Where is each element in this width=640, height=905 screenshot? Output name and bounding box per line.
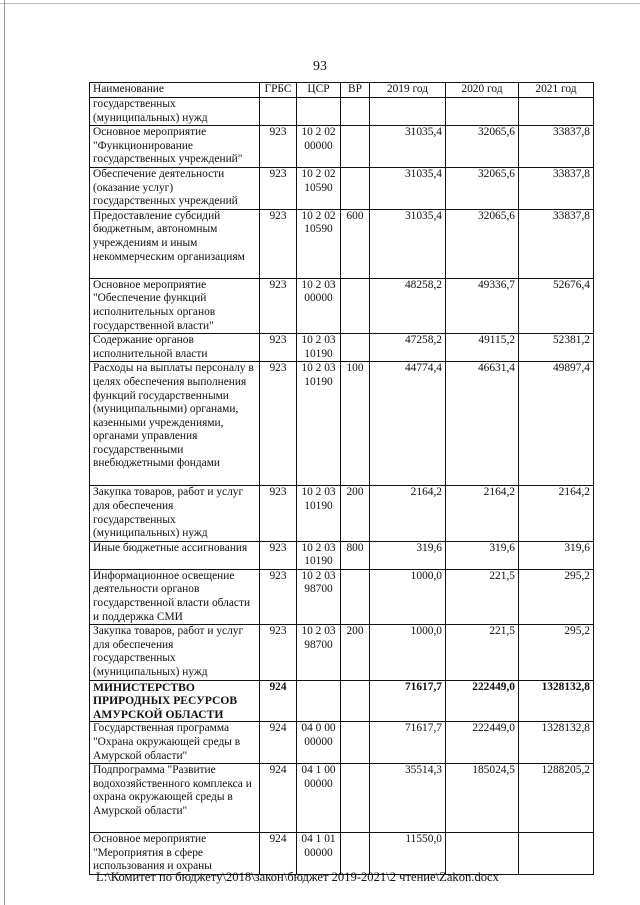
row-vr xyxy=(341,126,370,168)
row-name: Подпрограмма "Развитие водохозяйственного комплекса и охрана окружающей среды в Амурской области" xyxy=(90,764,260,833)
row-grbs: 923 xyxy=(260,209,297,278)
table-row xyxy=(90,278,594,333)
row-csr: 04 1 00 00000 xyxy=(297,764,341,833)
row-2021: 2164,2 xyxy=(519,486,594,541)
table-row xyxy=(90,334,594,362)
row-grbs: 923 xyxy=(260,334,297,362)
header-2021: 2021 год xyxy=(519,83,594,98)
header-grbs: ГРБС xyxy=(260,83,297,98)
row-grbs: 923 xyxy=(260,486,297,541)
row-2020: 49115,2 xyxy=(446,334,519,362)
row-2019: 319,6 xyxy=(370,541,446,569)
table-row xyxy=(90,680,594,722)
row-2021: 52676,4 xyxy=(519,278,594,333)
row-grbs: 923 xyxy=(260,625,297,680)
row-grbs: 924 xyxy=(260,764,297,833)
row-2019: 1000,0 xyxy=(370,569,446,624)
row-name: МИНИСТЕРСТВО ПРИРОДНЫХ РЕСУРСОВ АМУРСКОЙ ОБЛАСТИ xyxy=(90,680,260,722)
row-2020: 222449,0 xyxy=(446,722,519,764)
row-vr xyxy=(341,98,370,126)
row-grbs: 923 xyxy=(260,541,297,569)
row-2019: 71617,7 xyxy=(370,680,446,722)
table-row xyxy=(90,541,594,569)
row-csr: 10 2 03 10190 xyxy=(297,334,341,362)
row-2019: 44774,4 xyxy=(370,362,446,486)
row-name: Основное мероприятие "Функционирование государственных учреждений" xyxy=(90,126,260,168)
row-name: Основное мероприятие "Обеспечение функций исполнительных органов государственной власти" xyxy=(90,278,260,333)
row-csr: 10 2 03 10190 xyxy=(297,541,341,569)
row-csr xyxy=(297,98,341,126)
row-2020: 221,5 xyxy=(446,569,519,624)
row-vr: 600 xyxy=(341,209,370,278)
table-row xyxy=(90,625,594,680)
row-grbs: 924 xyxy=(260,722,297,764)
row-2021: 295,2 xyxy=(519,625,594,680)
row-csr: 04 0 00 00000 xyxy=(297,722,341,764)
row-name: Содержание органов исполнительной власти xyxy=(90,334,260,362)
row-2021: 1328132,8 xyxy=(519,680,594,722)
table-row xyxy=(90,722,594,764)
row-csr: 04 1 01 00000 xyxy=(297,833,341,875)
row-vr: 100 xyxy=(341,362,370,486)
row-name: Иные бюджетные ассигнования xyxy=(90,541,260,569)
row-vr xyxy=(341,722,370,764)
row-vr: 800 xyxy=(341,541,370,569)
row-name: Расходы на выплаты персоналу в целях обеспечения выполнения функций государственными (муниципальными) органами, казенными учреждениями, органами управления государственными внебюджетными фондами xyxy=(90,362,260,486)
table-row xyxy=(90,764,594,833)
row-2020: 32065,6 xyxy=(446,209,519,278)
row-2019: 31035,4 xyxy=(370,209,446,278)
row-grbs: 923 xyxy=(260,569,297,624)
row-grbs: 924 xyxy=(260,833,297,875)
header-2020: 2020 год xyxy=(446,83,519,98)
row-vr xyxy=(341,680,370,722)
row-name: Обеспечение деятельности (оказание услуг) государственных учреждений xyxy=(90,167,260,209)
page-number: 93 xyxy=(313,59,327,74)
table-row xyxy=(90,833,594,875)
header-name: Наименование xyxy=(90,83,260,98)
row-2020 xyxy=(446,98,519,126)
row-2019: 47258,2 xyxy=(370,334,446,362)
row-csr: 10 2 02 10590 xyxy=(297,167,341,209)
file-path-footer: L:\Комитет по бюджету\2018\закон\бюджет 2019-2021\2 чтение\Zakon.docx xyxy=(96,870,499,884)
row-2019: 31035,4 xyxy=(370,126,446,168)
header-2019: 2019 год xyxy=(370,83,446,98)
row-csr: 10 2 03 98700 xyxy=(297,569,341,624)
row-2021: 1288205,2 xyxy=(519,764,594,833)
table-row xyxy=(90,98,594,126)
row-2020 xyxy=(446,833,519,875)
row-name: государственных (муниципальных) нужд xyxy=(90,98,260,126)
row-vr: 200 xyxy=(341,486,370,541)
row-csr: 10 2 02 10590 xyxy=(297,209,341,278)
row-2021: 33837,8 xyxy=(519,209,594,278)
row-2021: 33837,8 xyxy=(519,167,594,209)
row-2021 xyxy=(519,98,594,126)
row-grbs: 923 xyxy=(260,126,297,168)
row-2021: 52381,2 xyxy=(519,334,594,362)
row-2020: 221,5 xyxy=(446,625,519,680)
row-2020: 185024,5 xyxy=(446,764,519,833)
row-grbs: 923 xyxy=(260,362,297,486)
header-csr: ЦСР xyxy=(297,83,341,98)
row-2021: 1328132,8 xyxy=(519,722,594,764)
row-2021 xyxy=(519,833,594,875)
row-2020: 222449,0 xyxy=(446,680,519,722)
row-vr xyxy=(341,334,370,362)
row-2019: 2164,2 xyxy=(370,486,446,541)
row-2020: 46631,4 xyxy=(446,362,519,486)
table-row xyxy=(90,569,594,624)
row-2019: 35514,3 xyxy=(370,764,446,833)
row-2020: 32065,6 xyxy=(446,126,519,168)
budget-table xyxy=(89,82,594,875)
row-2021: 49897,4 xyxy=(519,362,594,486)
row-2019: 1000,0 xyxy=(370,625,446,680)
left-edge-line xyxy=(4,0,5,905)
row-2019: 31035,4 xyxy=(370,167,446,209)
row-2020: 49336,7 xyxy=(446,278,519,333)
row-grbs: 923 xyxy=(260,167,297,209)
row-grbs: 923 xyxy=(260,278,297,333)
table-row xyxy=(90,486,594,541)
row-csr: 10 2 03 98700 xyxy=(297,625,341,680)
row-csr: 10 2 03 00000 xyxy=(297,278,341,333)
row-2019: 48258,2 xyxy=(370,278,446,333)
table-row xyxy=(90,362,594,486)
row-vr xyxy=(341,278,370,333)
row-vr xyxy=(341,569,370,624)
row-csr: 10 2 03 10190 xyxy=(297,486,341,541)
row-vr: 200 xyxy=(341,625,370,680)
row-name: Государственная программа "Охрана окружающей среды в Амурской области" xyxy=(90,722,260,764)
table-row xyxy=(90,126,594,168)
table-header-row xyxy=(90,83,594,98)
row-vr xyxy=(341,764,370,833)
row-grbs xyxy=(260,98,297,126)
row-2021: 295,2 xyxy=(519,569,594,624)
row-csr: 10 2 02 00000 xyxy=(297,126,341,168)
row-2021: 319,6 xyxy=(519,541,594,569)
row-name: Информационное освещение деятельности органов государственной власти области и поддержка СМИ xyxy=(90,569,260,624)
row-2019: 71617,7 xyxy=(370,722,446,764)
table-row xyxy=(90,167,594,209)
row-2021: 33837,8 xyxy=(519,126,594,168)
row-vr xyxy=(341,833,370,875)
row-2020: 2164,2 xyxy=(446,486,519,541)
row-2019: 11550,0 xyxy=(370,833,446,875)
header-vr: ВР xyxy=(341,83,370,98)
row-2019 xyxy=(370,98,446,126)
row-name: Предоставление субсидий бюджетным, автономным учреждениям и иным некоммерческим организациям xyxy=(90,209,260,278)
row-vr xyxy=(341,167,370,209)
row-csr xyxy=(297,680,341,722)
row-2020: 319,6 xyxy=(446,541,519,569)
row-2020: 32065,6 xyxy=(446,167,519,209)
row-name: Основное мероприятие "Мероприятия в сфере использования и охраны xyxy=(90,833,260,875)
row-name: Закупка товаров, работ и услуг для обеспечения государственных (муниципальных) нужд xyxy=(90,486,260,541)
row-name: Закупка товаров, работ и услуг для обеспечения государственных (муниципальных) нужд xyxy=(90,625,260,680)
row-grbs: 924 xyxy=(260,680,297,722)
table-row xyxy=(90,209,594,278)
row-csr: 10 2 03 10190 xyxy=(297,362,341,486)
top-edge-line xyxy=(0,3,640,4)
